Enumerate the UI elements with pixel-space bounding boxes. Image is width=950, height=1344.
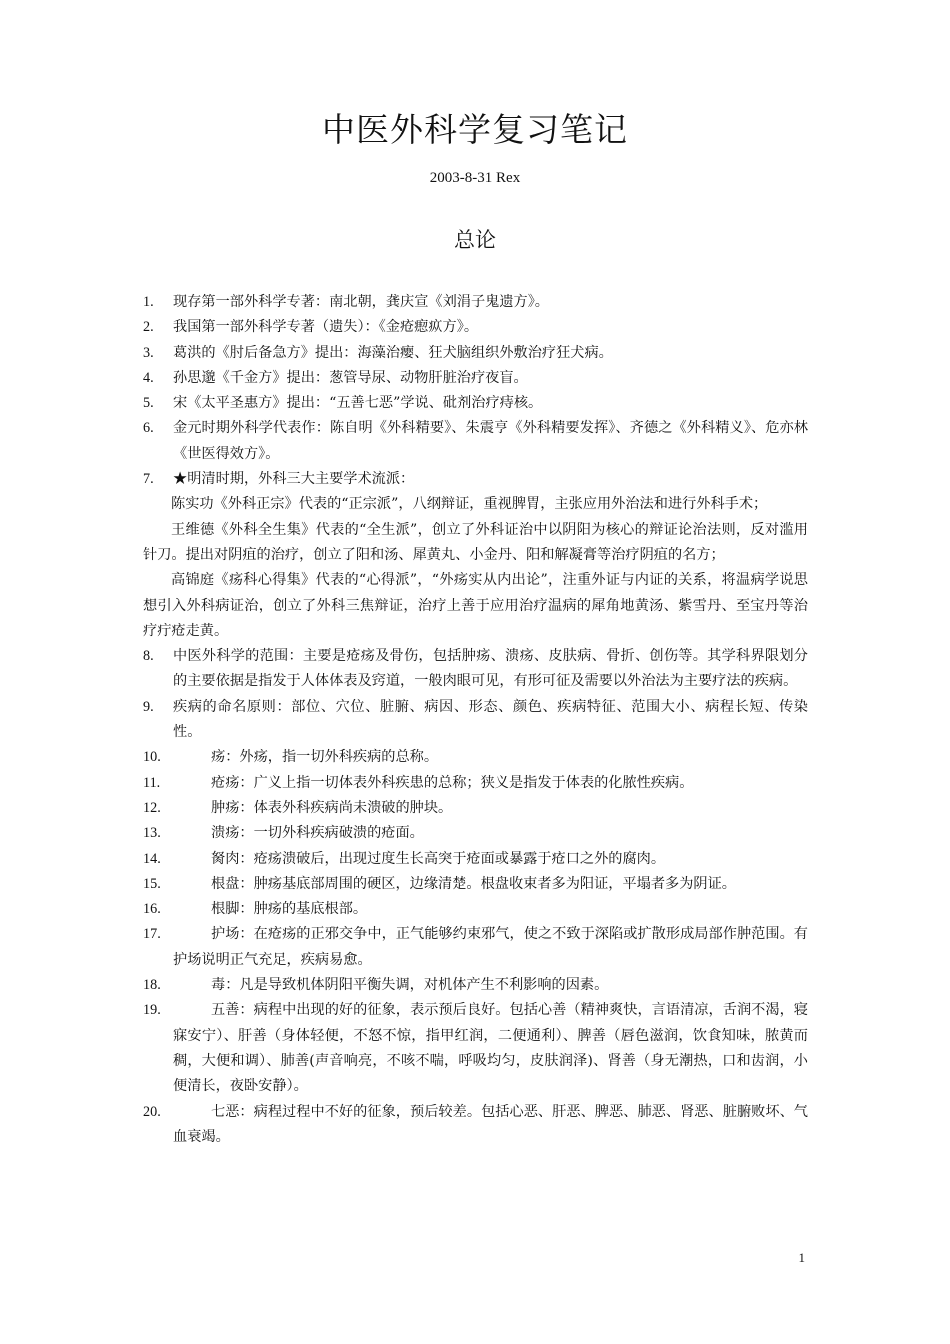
item-number: 13. <box>143 825 161 842</box>
item-number: 14. <box>143 850 161 867</box>
list-item <box>143 998 808 1099</box>
item-number: 10. <box>143 749 161 766</box>
list-item <box>143 695 808 746</box>
item-text: 毒：凡是导致机体阴阳平衡失调，对机体产生不利影响的因素。 <box>211 977 609 994</box>
item-text: 根脚：肿疡的基底根部。 <box>211 901 368 918</box>
list-item <box>143 366 808 391</box>
list-item <box>143 467 808 492</box>
item-number: 6. <box>143 420 154 437</box>
item-number: 4. <box>143 369 154 386</box>
list-item <box>143 391 808 416</box>
item-text: 胬肉：疮疡溃破后，出现过度生长高突于疮面或暴露于疮口之外的腐肉。 <box>211 850 666 867</box>
item-text: 中医外科学的范围：主要是疮疡及骨伤，包括肿疡、溃疡、皮肤病、骨折、创伤等。其学科界限划分的主要依据是指发于人体体表及窍道，一般肉眼可见，有形可征及需要以外治法为主要疗法的疾病。 <box>173 648 808 690</box>
school-paragraph: 陈实功《外科正宗》代表的“正宗派”，八纲辩证，重视脾胃，主张应用外治法和进行外科手术； <box>171 496 768 513</box>
item-text: 肿疡：体表外科疾病尚未溃破的肿块。 <box>211 799 453 816</box>
item-number: 9. <box>143 698 154 715</box>
item-number: 5. <box>143 395 154 412</box>
list-item <box>143 315 808 340</box>
document-date-author: 2003-8-31 Rex <box>429 170 521 186</box>
item-number: 16. <box>143 901 161 918</box>
list-item <box>143 922 808 973</box>
list-item <box>143 973 808 998</box>
item-text: 葛洪的《肘后备急方》提出：海藻治瘿、狂犬脑组织外敷治疗狂犬病。 <box>173 344 613 361</box>
list-item <box>143 771 808 796</box>
item-number: 12. <box>143 799 161 816</box>
list-item <box>143 1100 808 1151</box>
item-text: 五善：病程中出现的好的征象，表示预后良好。包括心善（精神爽快，言语清凉，舌润不渴，寝寐安宁）、肝善（身体轻便，不怒不惊，指甲红润，二便通利）、脾善（唇色滋润，饮食知味，脓黄而稠，大便和调）、肺善(声音响亮，不咳不喘，呼吸均匀，皮肤润泽)、肾善（身无潮热，口和齿润，小便清长，夜卧安静）。 <box>173 1002 808 1095</box>
item-text: 溃疡：一切外科疾病破溃的疮面。 <box>211 825 424 842</box>
item-number: 20. <box>143 1103 161 1120</box>
item-number: 3. <box>143 344 154 361</box>
item-number: 11. <box>143 774 161 791</box>
list-item <box>143 644 808 695</box>
school-paragraph: 高锦庭《疡科心得集》代表的“心得派”，“外疡实从内出论”，注重外证与内证的关系，将温病学说思想引入外科病证治，创立了外科三焦辩证，治疗上善于应用治疗温病的犀角地黄汤、紫雪丹、至宝丹等治疗疔疮走黄。 <box>143 572 808 639</box>
item-text: 疾病的命名原则：部位、穴位、脏腑、病因、形态、颜色、疾病特征、范围大小、病程长短、传染性。 <box>173 698 808 741</box>
item-text: 宋《太平圣惠方》提出：“五善七恶”学说、砒剂治疗痔核。 <box>173 395 543 412</box>
item-number: 18. <box>143 977 161 994</box>
item-text: 现存第一部外科学专著：南北朝，龚庆宣《刘涓子鬼遗方》。 <box>173 294 549 310</box>
list-item <box>143 847 808 872</box>
school-paragraph: 王维德《外科全生集》代表的“全生派”，创立了外科证治中以阴阳为核心的辩证论治法则，反对滥用针刀。提出对阴疽的治疗，创立了阳和汤、犀黄丸、小金丹、阳和解凝膏等治疗阴疽的名方； <box>143 521 808 563</box>
item-text: 根盘：肿疡基底部周围的硬区，边缘清楚。根盘收束者多为阳证，平塌者多为阴证。 <box>211 875 736 892</box>
item-number: 2. <box>143 319 154 336</box>
item-text: 疡：外疡，指一切外科疾病的总称。 <box>211 749 439 766</box>
item-number: 19. <box>143 1002 161 1019</box>
list-item <box>143 745 808 770</box>
section-heading: 总论 <box>454 228 496 252</box>
item-number: 8. <box>143 648 154 665</box>
item-text: 七恶：病程过程中不好的征象，预后较差。包括心恶、肝恶、脾恶、肺恶、肾恶、脏腑败坏、气血衰竭。 <box>173 1103 808 1145</box>
list-item <box>143 796 808 821</box>
item-text: 孙思邈《千金方》提出：葱管导尿、动物肝脏治疗夜盲。 <box>173 369 528 386</box>
list-item <box>143 872 808 897</box>
item-text: ★明清时期，外科三大主要学术流派： <box>173 471 415 488</box>
item-number: 7. <box>143 471 154 488</box>
item-number: 1. <box>143 294 154 310</box>
notes-body <box>143 290 808 1150</box>
item-text: 金元时期外科学代表作：陈自明《外科精要》、朱震亨《外科精要发挥》、齐德之《外科精义》、危亦林《世医得效方》。 <box>173 420 808 462</box>
item-number: 17. <box>143 926 161 943</box>
list-item <box>143 897 808 922</box>
item-text: 护场：在疮疡的正邪交争中，正气能够约束邪气，使之不致于深陷或扩散形成局部作肿范围。有护场说明正气充足，疾病易愈。 <box>173 926 808 968</box>
list-item <box>143 821 808 846</box>
document-title: 中医外科学复习笔记 <box>322 110 628 149</box>
item-number: 15. <box>143 875 161 892</box>
item-text: 我国第一部外科学专著（遗失）：《金疮瘛疭方》。 <box>173 319 479 336</box>
list-item <box>143 416 808 467</box>
item-text: 疮疡：广义上指一切体表外科疾患的总称；狭义是指发于体表的化脓性疾病。 <box>211 774 694 791</box>
list-item <box>143 290 808 315</box>
page-number: 1 <box>798 1250 805 1265</box>
list-item <box>143 341 808 366</box>
